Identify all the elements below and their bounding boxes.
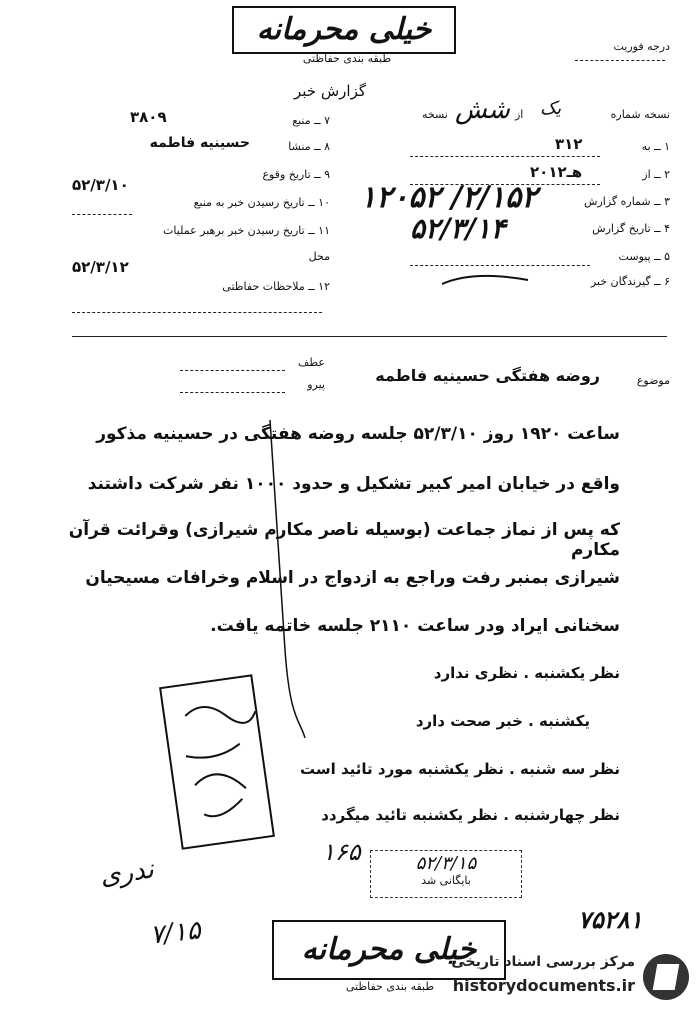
- field-8-value: حسینیه فاطمه: [149, 135, 250, 151]
- watermark-url: historydocuments.ir: [452, 976, 635, 995]
- body-line-1: ساعت ۱۹۲۰ روز ۵۲/۳/۱۰ جلسه روضه هفتگی در حسینیه مذکور: [96, 424, 620, 444]
- subject-text: روضه هفتگی حسینیه فاطمه: [375, 366, 600, 385]
- classification-stamp-bottom-text: خیلی محرمانه: [301, 932, 477, 967]
- watermark: [420, 950, 695, 1005]
- watermark-org: مرکز بررسی اسناد تاریخی: [451, 954, 635, 970]
- body-line-5: سخنانی ایراد ودر ساعت ۲۱۱۰ جلسه خاتمه یافت.: [210, 616, 620, 636]
- field-1-value: ۳۱۲: [555, 135, 583, 153]
- date-stamp: [370, 850, 522, 898]
- ref-label: عطف: [298, 356, 325, 369]
- watermark-logo-icon: [643, 954, 689, 1000]
- classification-sub-bottom: طبقه بندی حفاظتی: [345, 980, 435, 993]
- field-8-label: ۸ ــ منشا: [288, 140, 330, 153]
- body-line-3: که پس از نماز جماعت (بوسیله ناصر مکارم شیرازی) وقرائت قرآن مکارم: [68, 520, 620, 560]
- field-9-value: ۵۲/۳/۱۰: [72, 176, 129, 194]
- field-12-label: ۱۲ ــ ملاحظات حفاظتی: [222, 280, 330, 293]
- body-line-6: نظر یکشنبه . نظری ندارد: [433, 664, 620, 682]
- body-line-4: شیرازی بمنبر رفت وراجع به ازدواج در اسلام وخرافات مسیحیان: [85, 568, 620, 588]
- field-9-label: ۹ ــ تاریخ وقوع: [262, 168, 330, 181]
- field-4-label: ۴ ــ تاریخ گزارش: [592, 222, 670, 235]
- field-3-label: ۳ ــ شماره گزارش: [584, 195, 670, 208]
- classification-sub-top: طبقه بندی حفاظتی: [302, 52, 392, 65]
- body-line-2: واقع در خیابان امیر کبیر تشکیل و حدود ۱۰۰۰ نفر شرکت داشتند: [87, 474, 620, 494]
- ref-number: ۷۵۲۸۱: [578, 905, 643, 934]
- copy-hand-1: یک: [540, 98, 562, 119]
- place-label: محل: [308, 250, 330, 263]
- body-line-9: نظر چهارشنبه . نظر یکشنبه تائید میگردد: [321, 806, 620, 824]
- field-1-label: ۱ ــ به: [641, 140, 670, 153]
- vertical-hand-line: [250, 420, 310, 740]
- priority-label: درجه فوریت: [613, 40, 670, 53]
- field-7-label: ۷ ــ منبع: [292, 114, 330, 127]
- field-5-line: [410, 265, 590, 266]
- separator-line: [72, 336, 667, 337]
- field-12-line: [72, 312, 322, 313]
- field-2-value: ۲۰هـ۱۲: [530, 163, 583, 181]
- field-10-line: [72, 214, 132, 215]
- body-line-8: نظر سه شنبه . نظر یکشنبه مورد تائید است: [299, 760, 620, 778]
- field-6-hand-stroke: [440, 270, 530, 290]
- follow-label: پیرو: [307, 378, 325, 391]
- field-4-value: ۵۲/۳/۱۴: [410, 212, 506, 245]
- ref-line: [180, 370, 285, 371]
- field-10-label: ۱۰ ــ تاریخ رسیدن خبر به منبع: [193, 196, 330, 209]
- classification-stamp-text: خیلی محرمانه: [256, 12, 432, 47]
- field-2-label: ۲ ــ از: [642, 168, 670, 181]
- hand-number: ۱۶۵: [322, 838, 361, 866]
- date-stamp-value: ۵۲/۳/۱۵: [415, 853, 477, 874]
- follow-line: [180, 392, 285, 393]
- field-7-value: ۳۸۰۹: [130, 108, 167, 126]
- copy-label: نسخه شماره: [610, 108, 670, 121]
- hand-note-left-2: ۷/۱۵: [148, 915, 203, 951]
- field-3-value: ۱۲۰۵۲ /۲/۱۵۲: [360, 180, 538, 215]
- report-title: گزارش خبر: [294, 82, 366, 100]
- copy-hand-2: شش: [455, 95, 510, 125]
- subject-label: موضوع: [636, 374, 670, 387]
- field-5-label: ۵ ــ پیوست: [618, 250, 670, 263]
- body-line-7: یکشنبه . خبر صحت دارد: [415, 712, 590, 730]
- priority-line: [575, 60, 665, 61]
- copy-suffix: نسخه: [422, 108, 448, 121]
- field-6-label: ۶ ــ گیرندگان خبر: [590, 275, 670, 288]
- classification-stamp-top: [232, 6, 456, 54]
- field-11-value: ۵۲/۳/۱۲: [72, 258, 129, 276]
- field-1-line: [410, 156, 600, 157]
- date-stamp-text: بایگانی شد: [421, 874, 471, 887]
- hand-note-left-1: ندری: [98, 854, 156, 892]
- copy-from: از: [515, 108, 524, 121]
- field-11-label: ۱۱ ــ تاریخ رسیدن خبر برهبر عملیات: [163, 224, 330, 237]
